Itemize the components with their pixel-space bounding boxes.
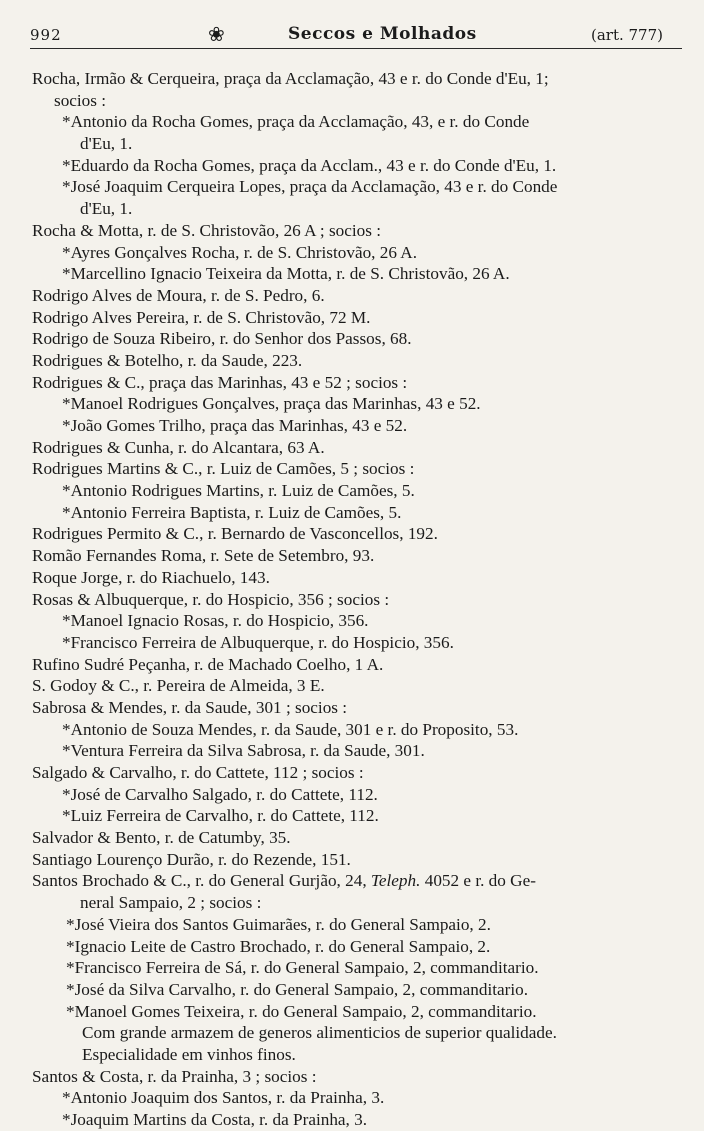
partner-entry-line — [0, 502, 704, 524]
firm-entry-line — [0, 350, 704, 372]
partner-entry-line — [0, 1109, 704, 1131]
entry-text: Rodrigo Alves Pereira, r. de S. Christovão, 72 M. — [32, 307, 371, 327]
entry-text: Santos Brochado & C., r. do General Gurjão, 24, — [32, 871, 371, 891]
entry-text: Santos & Costa, r. da Prainha, 3 ; socios : — [32, 1066, 317, 1086]
firm-entry-line — [0, 870, 704, 892]
firm-entry-line — [0, 849, 704, 871]
entry-text: *José Joaquim Cerqueira Lopes, praça da Acclamação, 43 e r. do Conde — [62, 177, 558, 197]
entry-text: *Joaquim Martins da Costa, r. da Prainha, 3. — [62, 1110, 368, 1129]
entry-text: Salvador & Bento, r. de Catumby, 35. — [32, 828, 291, 848]
entry-text: *Francisco Ferreira de Sá, r. do General Sampaio, 2, commanditario. — [66, 958, 539, 978]
firm-entry-line — [0, 762, 704, 784]
partner-entry-line — [0, 242, 704, 264]
entry-text: *João Gomes Trilho, praça das Marinhas, 43 e 52. — [62, 416, 408, 435]
partner-entry-line — [0, 979, 704, 1001]
entry-text: Rosas & Albuquerque, r. do Hospicio, 356 ; socios : — [32, 589, 390, 609]
entry-text: *Manoel Ignacio Rosas, r. do Hospicio, 356. — [62, 611, 369, 631]
partner-entry-line — [0, 957, 704, 979]
firm-entry-line — [0, 285, 704, 307]
entry-text: Rodrigo de Souza Ribeiro, r. do Senhor dos Passos, 68. — [32, 329, 412, 349]
firm-entry-line — [0, 437, 704, 459]
firm-entry-line — [0, 220, 704, 242]
firm-entry-line — [0, 567, 704, 589]
entry-text: *José da Silva Carvalho, r. do General Sampaio, 2, commanditario. — [66, 979, 529, 999]
entry-text: *José Vieira dos Santos Guimarães, r. do General Sampaio, 2. — [66, 914, 491, 934]
partner-entry-line — [0, 719, 704, 741]
partner-entry-line — [0, 176, 704, 198]
partner-entry-line — [0, 1001, 704, 1023]
partner-entry-line — [0, 914, 704, 936]
entry-text: *Luiz Ferreira de Carvalho, r. do Cattete, 112. — [62, 806, 379, 826]
partner-entry-line — [0, 111, 704, 133]
directory-entries — [0, 68, 704, 1131]
entry-text: Rocha & Motta, r. de S. Christovão, 26 A ; socios : — [32, 220, 381, 240]
entry-text: *José de Carvalho Salgado, r. do Cattete, 112. — [62, 784, 378, 804]
entry-text: *Antonio da Rocha Gomes, praça da Acclamação, 43, e r. do Conde — [62, 112, 530, 132]
entry-text: *Ventura Ferreira da Silva Sabrosa, r. da Saude, 301. — [62, 741, 425, 761]
entry-text: Rodrigo Alves de Moura, r. de S. Pedro, 6. — [32, 285, 325, 305]
partner-entry-line — [0, 133, 704, 155]
telephone-label: Teleph. — [370, 871, 421, 891]
partner-entry-line — [0, 198, 704, 220]
ornament-icon: ❀ — [208, 22, 225, 46]
firm-entry-line — [0, 307, 704, 329]
entry-text: *Antonio de Souza Mendes, r. da Saude, 301 e r. do Proposito, 53. — [62, 719, 519, 739]
entry-text: Roque Jorge, r. do Riachuelo, 143. — [32, 567, 270, 587]
entry-text: Rufino Sudré Peçanha, r. de Machado Coelho, 1 A. — [32, 654, 384, 674]
page-title: Seccos e Molhados — [288, 24, 477, 44]
firm-entry-line — [0, 545, 704, 567]
entry-text: S. Godoy & C., r. Pereira de Almeida, 3 E. — [32, 676, 325, 696]
article-reference: (art. 777) — [590, 26, 663, 44]
firm-entry-line — [0, 675, 704, 697]
page-header — [30, 22, 675, 48]
entry-text: Especialidade em vinhos finos. — [82, 1044, 296, 1064]
firm-entry-line — [0, 458, 704, 480]
entry-text: d'Eu, 1. — [80, 199, 133, 219]
entry-text: *Antonio Rodrigues Martins, r. Luiz de Camões, 5. — [62, 481, 415, 501]
entry-text: Rodrigues Permito & C., r. Bernardo de Vasconcellos, 192. — [32, 524, 438, 544]
socios-label — [0, 90, 704, 112]
firm-entry-line — [0, 654, 704, 676]
entry-text: *Francisco Ferreira de Albuquerque, r. do Hospicio, 356. — [62, 632, 454, 652]
partner-entry-line — [0, 936, 704, 958]
partner-entry-line — [0, 740, 704, 762]
partner-entry-line — [0, 1022, 704, 1044]
entry-text: Rodrigues Martins & C., r. Luiz de Camões, 5 ; socios : — [32, 459, 415, 479]
firm-entry-line — [0, 68, 704, 90]
entry-text: *Antonio Joaquim dos Santos, r. da Prainha, 3. — [62, 1088, 385, 1108]
partner-entry-line — [0, 263, 704, 285]
partner-entry-line — [0, 610, 704, 632]
page-number: 992 — [30, 26, 62, 44]
entry-text: Romão Fernandes Roma, r. Sete de Setembro, 93. — [32, 546, 375, 566]
partner-entry-line — [0, 892, 704, 914]
entry-text: Sabrosa & Mendes, r. da Saude, 301 ; socios : — [32, 697, 348, 717]
partner-entry-line — [0, 1044, 704, 1066]
entry-text: *Antonio Ferreira Baptista, r. Luiz de Camões, 5. — [62, 502, 402, 522]
entry-text: *Marcellino Ignacio Teixeira da Motta, r. de S. Christovão, 26 A. — [62, 264, 510, 284]
firm-entry-line — [0, 523, 704, 545]
header-rule — [30, 48, 682, 49]
firm-entry-line — [0, 827, 704, 849]
partner-entry-line — [0, 1087, 704, 1109]
entry-text: socios : — [54, 90, 107, 110]
partner-entry-line — [0, 393, 704, 415]
entry-text: neral Sampaio, 2 ; socios : — [80, 893, 262, 913]
entry-text: Com grande armazem de generos alimenticios de superior qualidade. — [82, 1023, 557, 1043]
entry-text: *Manoel Rodrigues Gonçalves, praça das Marinhas, 43 e 52. — [62, 394, 481, 414]
entry-text: *Manoel Gomes Teixeira, r. do General Sampaio, 2, commanditario. — [66, 1001, 537, 1021]
firm-entry-line — [0, 589, 704, 611]
partner-entry-line — [0, 415, 704, 437]
entry-text: Rodrigues & C., praça das Marinhas, 43 e 52 ; socios : — [32, 372, 408, 392]
firm-entry-line — [0, 372, 704, 394]
partner-entry-line — [0, 480, 704, 502]
firm-entry-line — [0, 328, 704, 350]
partner-entry-line — [0, 805, 704, 827]
partner-entry-line — [0, 632, 704, 654]
entry-text: *Ayres Gonçalves Rocha, r. de S. Christovão, 26 A. — [62, 242, 418, 262]
entry-text-continued: 4052 e r. do Ge- — [420, 871, 536, 891]
entry-text: Salgado & Carvalho, r. do Cattete, 112 ; socios : — [32, 763, 364, 782]
firm-entry-line — [0, 1066, 704, 1088]
entry-text: d'Eu, 1. — [80, 134, 133, 154]
entry-text: Rodrigues & Cunha, r. do Alcantara, 63 A. — [32, 437, 325, 457]
firm-entry-line — [0, 697, 704, 719]
partner-entry-line — [0, 155, 704, 177]
entry-text: Santiago Lourenço Durão, r. do Rezende, 151. — [32, 849, 351, 869]
entry-text: *Ignacio Leite de Castro Brochado, r. do General Sampaio, 2. — [66, 936, 491, 956]
entry-text: Rodrigues & Botelho, r. da Saude, 223. — [32, 350, 303, 370]
entry-text: *Eduardo da Rocha Gomes, praça da Acclam., 43 e r. do Conde d'Eu, 1. — [62, 155, 557, 175]
partner-entry-line — [0, 784, 704, 806]
entry-text: Rocha, Irmão & Cerqueira, praça da Acclamação, 43 e r. do Conde d'Eu, 1; — [32, 69, 549, 88]
